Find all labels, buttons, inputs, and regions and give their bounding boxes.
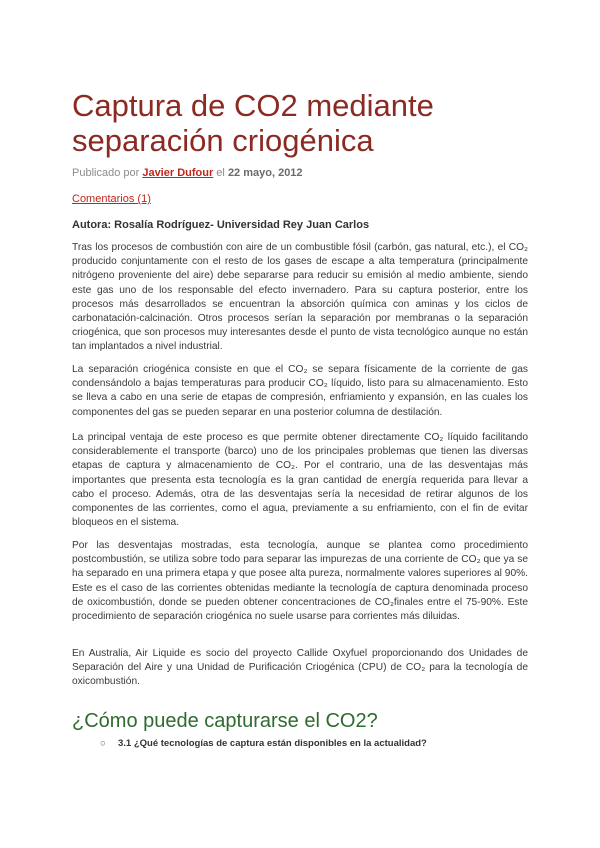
toc-item-label: 3.1 ¿Qué tecnologías de captura están disponibles en la actualidad? <box>118 738 427 749</box>
article-title: Captura de CO2 mediante separación criogénica <box>72 88 434 158</box>
author-link[interactable]: Javier Dufour <box>142 167 214 179</box>
paragraph: En Australia, Air Liquide es socio del proyecto Callide Oxyfuel proporcionando dos Unidades de Separación del Aire y una Unidad de Purificación Criogénica (CPU) de CO₂ para la tecnología de oxicombustión. <box>72 648 528 688</box>
paragraph: La separación criogénica consiste en que el CO₂ se separa físicamente de la corriente de gas condensándolo a bajas temperaturas para producir CO₂ líquido, listo para su almacenamiento. Esto se lleva a cabo en una serie de etapas de compresión, enfriamiento y expansión, en las cuales los componentes del gas se pueden separar en una posterior columna de destilación. <box>72 364 528 418</box>
paragraph: Tras los procesos de combustión con aire de un combustible fósil (carbón, gas natural, etc.), el CO₂ producido conjuntamente con el resto de los gases de escape a alta temperatura (principalmente nitrógeno proveniente del aire) debe separarse para reducir su emisión al medio ambiente, siendo este gas uno de los responsable del efecto invernadero. Para su captura posterior, entre los procesos más desarrollados se encuentran la absorción química con aminas y los ciclos de carbonatación-calcinación. Otros procesos serían la separación por membranas o la separación criogénica, que son procesos muy interesantes desde el punto de vista tecnológico aunque no están tan implantados a nivel industrial. <box>72 242 528 353</box>
toc-item[interactable] <box>100 738 427 749</box>
section-heading: ¿Cómo puede capturarse el CO2? <box>72 710 378 732</box>
circle-bullet-icon: ○ <box>100 738 106 749</box>
paragraph: La principal ventaja de este proceso es que permite obtener directamente CO₂ líquido facilitando considerablemente el transporte (barco) uno de los principales problemas que tienen las diversas etapas de captura y almacenamiento de CO₂. Por el contrario, una de las desventajas más importantes que presenta esta tecnología es la gran cantidad de energía requerida para llevar a cabo el proceso. Además, otra de las desventajas sería la necesidad de retirar algunos de los componentes de las corrientes, como el agua, previamente a su enfriamiento, con el fin de evitar bloqueos en el sistema. <box>72 432 528 529</box>
publish-date: 22 mayo, 2012 <box>227 167 303 179</box>
article-author-line: Autora: Rosalía Rodríguez- Universidad Rey Juan Carlos <box>72 219 370 231</box>
byline <box>72 167 303 179</box>
paragraph: Por las desventajas mostradas, esta tecnología, aunque se plantea como procedimiento postcombustión, se utiliza sobre todo para separar las impurezas de una corriente de CO₂ que ya se ha separado en una primera etapa y que posee alta pureza, normalmente valores superiores al 90%. Este es el caso de las corrientes obtenidas mediante la tecnología de captura denominada proceso de oxicombustión, donde se pueden obtener concentraciones de CO₂finales entre el 75-90%. Este procedimiento de separación criogénica no suele usarse para corrientes más diluidas. <box>72 540 528 623</box>
comments-link[interactable]: Comentarios (1) <box>72 193 151 205</box>
byline-prefix: Publicado por <box>72 167 143 179</box>
byline-middle: el <box>213 167 228 179</box>
toc-list <box>100 738 427 749</box>
